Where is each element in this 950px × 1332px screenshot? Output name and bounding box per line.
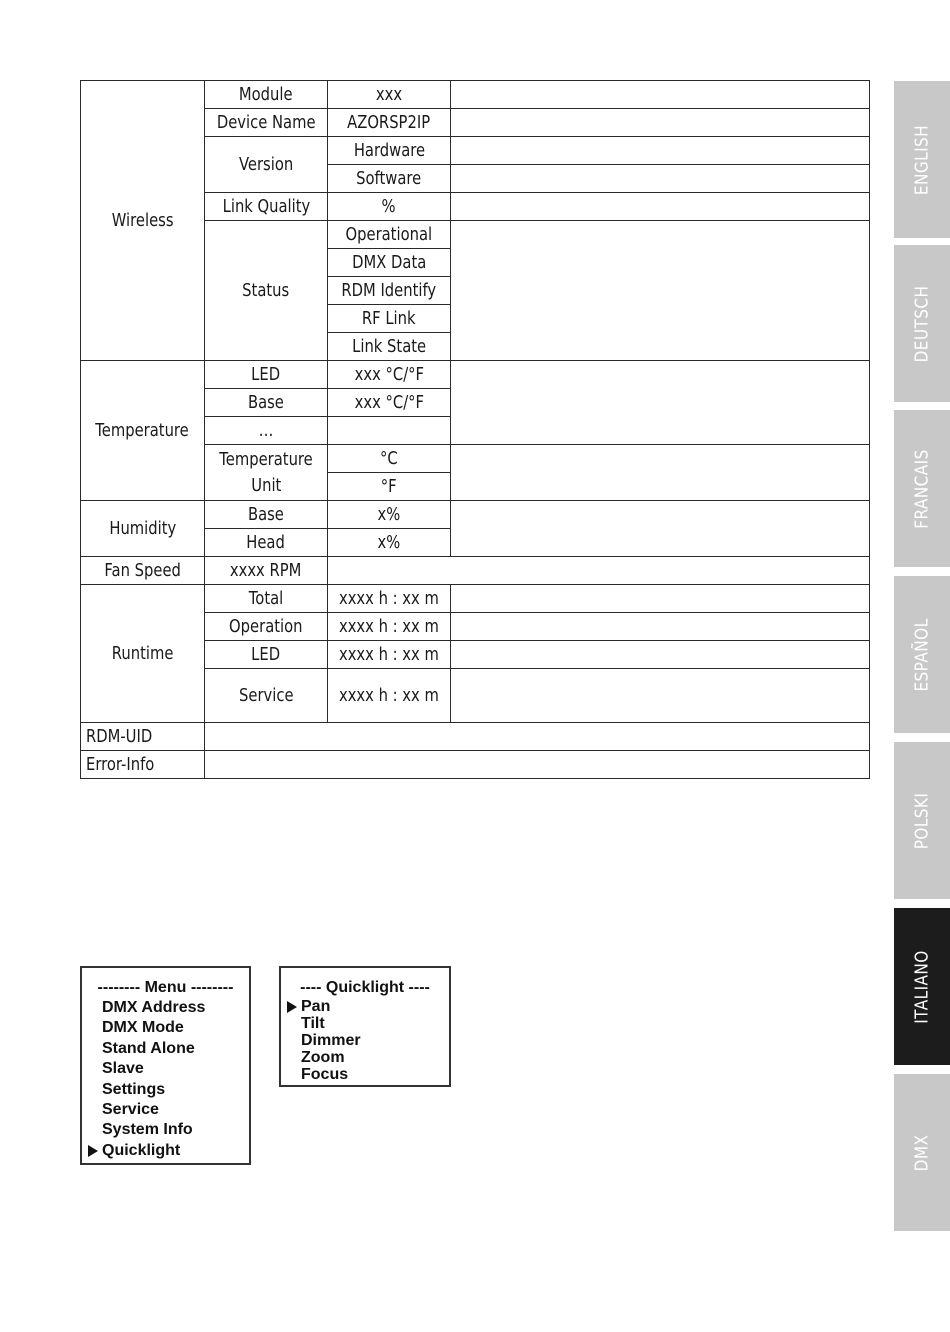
runtime-group-label: Runtime [81,585,205,723]
rdm-uid-label: RDM-UID [81,723,205,751]
runtime-service-value: xxxx h : xx m [328,669,451,723]
temp-base-label: Base [205,389,328,417]
version-software: Software [328,165,451,193]
humidity-head-label: Head [205,529,328,557]
desc-cell [205,751,870,779]
quicklight-item-pan[interactable]: Pan [281,998,449,1015]
tab-polski[interactable]: POLSKI [894,742,950,899]
error-info-label: Error-Info [81,751,205,779]
humidity-base-value: x% [328,501,451,529]
temp-unit-celsius: °C [328,445,451,473]
tab-dmx[interactable]: DMX [894,1074,950,1231]
tab-deutsch[interactable]: DEUTSCH [894,245,950,402]
menu-item-system-info[interactable]: System Info [102,1121,193,1139]
menu-item-slave[interactable]: Slave [102,1060,144,1078]
status-item: Link State [328,333,451,361]
desc-cell [451,613,870,641]
fan-speed-value: xxxx RPM [205,557,328,585]
menu-item-stand-alone[interactable]: Stand Alone [102,1039,195,1057]
selection-arrow-icon [287,1001,297,1013]
desc-cell [328,557,870,585]
quicklight-item-focus[interactable]: Focus [301,1066,349,1083]
runtime-service-label: Service [205,669,328,723]
empty-cell [328,417,451,445]
version-label: Version [205,137,328,193]
link-quality-value: % [328,193,451,221]
desc-cell [451,361,870,445]
runtime-led-value: xxxx h : xx m [328,641,451,669]
temp-unit-fahrenheit: °F [328,473,451,501]
status-item: DMX Data [328,249,451,277]
desc-cell [451,193,870,221]
tab-english[interactable]: ENGLISH [894,81,950,238]
module-label: Module [205,81,328,109]
wireless-group-label: Wireless [81,81,205,361]
desc-cell [451,641,870,669]
version-hardware: Hardware [328,137,451,165]
quicklight-menu-title: ---- Quicklight ---- [300,979,430,996]
tab-francais[interactable]: FRANCAIS [894,410,950,567]
system-info-table [80,80,870,779]
menu-item-quicklight[interactable]: Quicklight [82,1141,249,1161]
desc-cell [451,109,870,137]
fan-speed-label: Fan Speed [81,557,205,585]
quicklight-item-dimmer[interactable]: Dimmer [301,1032,361,1049]
runtime-total-label: Total [205,585,328,613]
link-quality-label: Link Quality [205,193,328,221]
temp-ellipsis: … [205,417,328,445]
desc-cell [451,221,870,361]
status-item: RDM Identify [328,277,451,305]
main-menu-title: -------- Menu -------- [97,979,234,996]
runtime-operation-value: xxxx h : xx m [328,613,451,641]
desc-cell [205,723,870,751]
main-menu-display [80,966,251,1165]
desc-cell [451,669,870,723]
desc-cell [451,81,870,109]
tab-italiano[interactable]: ITALIANO [894,908,950,1065]
menu-item-settings[interactable]: Settings [102,1080,166,1098]
desc-cell [451,137,870,165]
runtime-led-label: LED [205,641,328,669]
temp-unit-label: Temperature Unit [205,445,328,501]
temp-led-label: LED [205,361,328,389]
module-value: xxx [328,81,451,109]
status-label: Status [205,221,328,361]
quicklight-item-zoom[interactable]: Zoom [301,1049,345,1066]
selection-arrow-icon [88,1145,98,1157]
desc-cell [451,501,870,557]
desc-cell [451,445,870,501]
tab-espanol[interactable]: ESPAÑOL [894,576,950,733]
status-item: RF Link [328,305,451,333]
temp-base-value: xxx °C/°F [328,389,451,417]
status-item: Operational [328,221,451,249]
quicklight-item-tilt[interactable]: Tilt [301,1015,325,1032]
temp-led-value: xxx °C/°F [328,361,451,389]
humidity-base-label: Base [205,501,328,529]
quicklight-menu-display [279,966,451,1087]
menu-item-dmx-mode[interactable]: DMX Mode [102,1019,184,1037]
runtime-operation-label: Operation [205,613,328,641]
device-name-label: Device Name [205,109,328,137]
desc-cell [451,165,870,193]
menu-item-dmx-address[interactable]: DMX Address [102,999,206,1016]
temperature-group-label: Temperature [81,361,205,501]
runtime-total-value: xxxx h : xx m [328,585,451,613]
device-name-value: AZORSP2IP [328,109,451,137]
humidity-group-label: Humidity [81,501,205,557]
humidity-head-value: x% [328,529,451,557]
desc-cell [451,585,870,613]
menu-item-service[interactable]: Service [102,1100,159,1118]
